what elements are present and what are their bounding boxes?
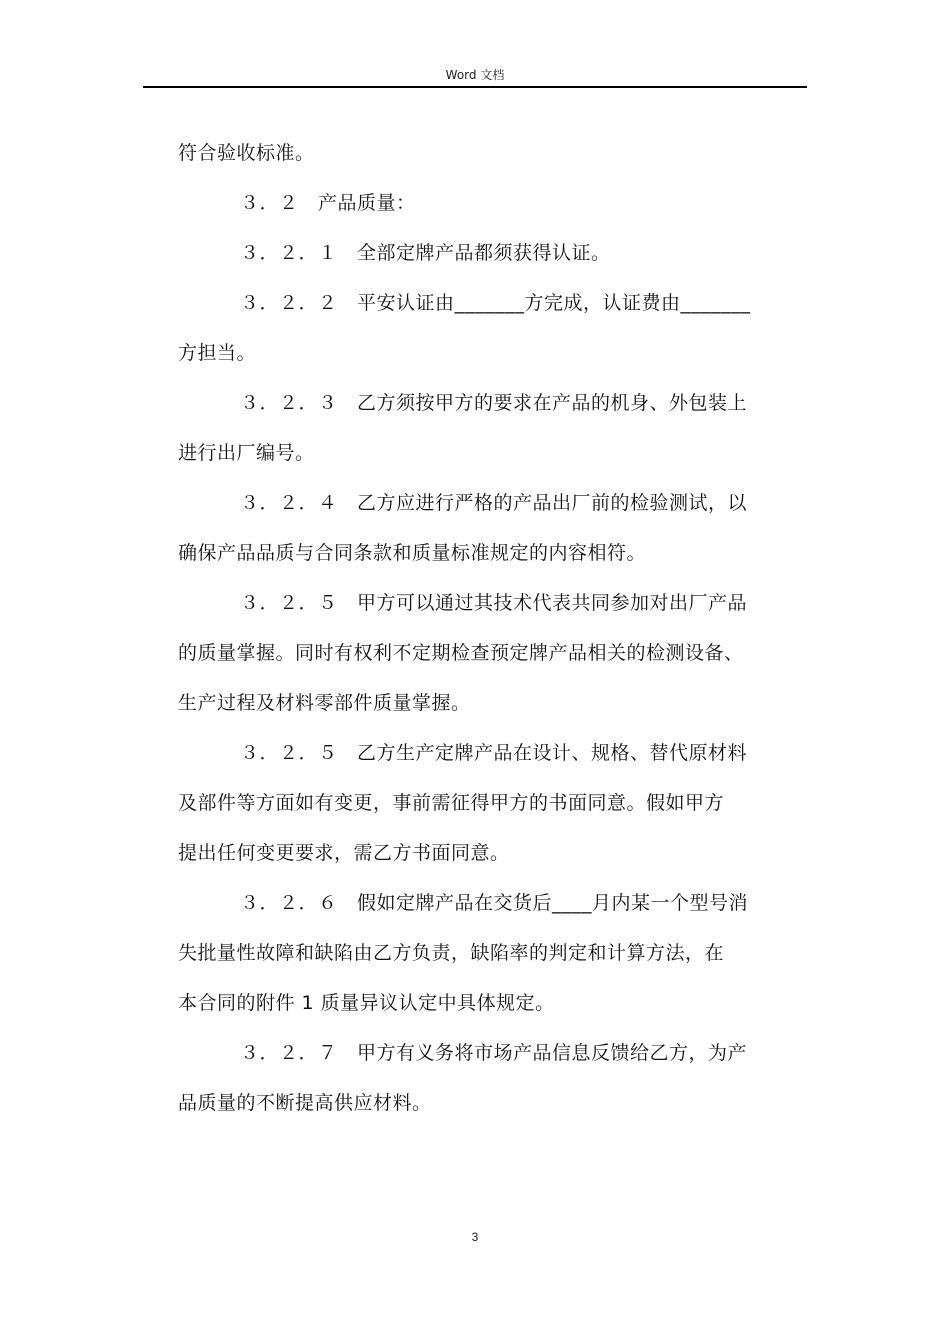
text-line: 进行出厂编号。	[178, 442, 315, 464]
text-line: 品质量的不断提高供应材料。	[178, 1092, 432, 1114]
text-line: 方担当。	[178, 342, 257, 364]
clause-line: ３．２．１ 全部定牌产品都须获得认证。	[240, 242, 611, 264]
text-line: 及部件等方面如有变更，事前需征得甲方的书面同意。假如甲方	[178, 792, 725, 814]
page-header: Word 文档	[445, 68, 505, 82]
page-number: 3	[471, 1230, 479, 1244]
document-body	[178, 128, 818, 1128]
clause-line: ３．２．２ 平安认证由_______方完成，认证费由_______	[240, 292, 751, 314]
text-line: 失批量性故障和缺陷由乙方负责，缺陷率的判定和计算方法，在	[178, 942, 725, 964]
section-heading: ３．２ 产品质量：	[240, 192, 416, 214]
clause-line: ３．２．４ 乙方应进行严格的产品出厂前的检验测试，以	[240, 492, 748, 514]
text-line: 的质量掌握。同时有权利不定期检查预定牌产品相关的检测设备、	[178, 642, 744, 664]
clause-line: ３．２．６ 假如定牌产品在交货后____月内某一个型号消	[240, 892, 749, 914]
clause-line: ３．２．７ 甲方有义务将市场产品信息反馈给乙方，为产	[240, 1042, 748, 1064]
text-line: 提出任何变更要求，需乙方书面同意。	[178, 842, 510, 864]
clause-line: ３．２．５ 乙方生产定牌产品在设计、规格、替代原材料	[240, 742, 748, 764]
header-divider	[143, 86, 807, 88]
text-line: 本合同的附件 1 质量异议认定中具体规定。	[178, 992, 555, 1014]
clause-line: ３．２．５ 甲方可以通过其技术代表共同参加对出厂产品	[240, 592, 748, 614]
text-line: 确保产品品质与合同条款和质量标准规定的内容相符。	[178, 542, 647, 564]
text-line: 符合验收标准。	[178, 142, 315, 164]
text-line: 生产过程及材料零部件质量掌握。	[178, 692, 471, 714]
clause-line: ３．２．３ 乙方须按甲方的要求在产品的机身、外包装上	[240, 392, 748, 414]
